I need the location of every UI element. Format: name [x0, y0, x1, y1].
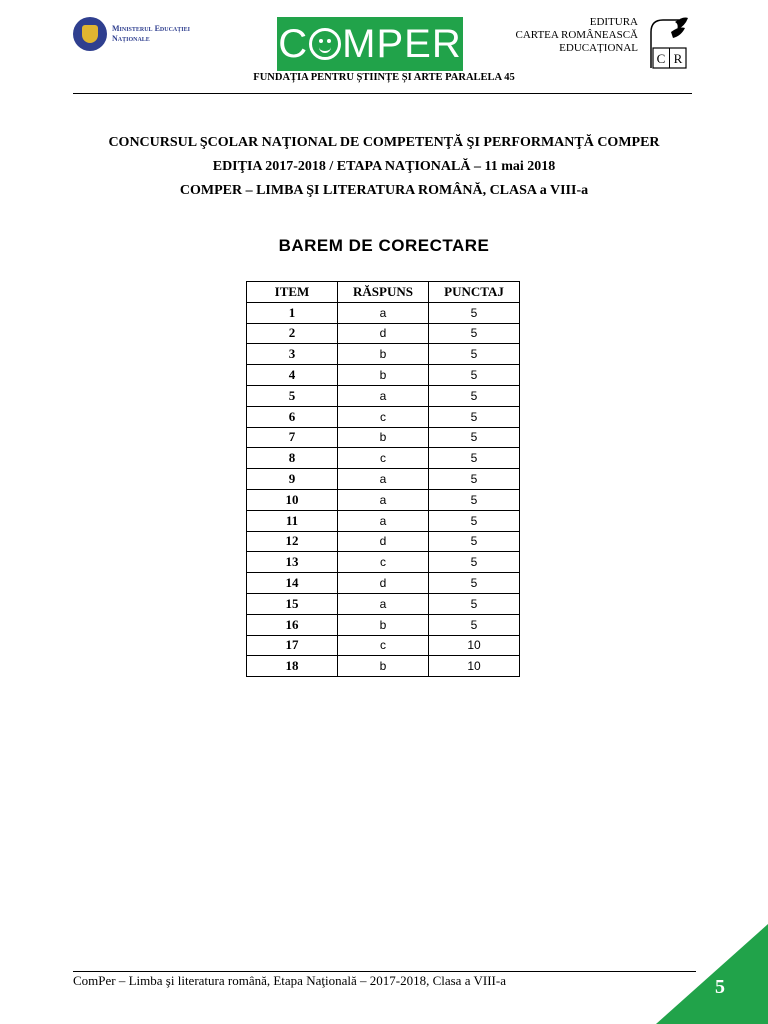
- score-cell: 5: [429, 593, 520, 614]
- publisher-mark-r: R: [673, 51, 683, 66]
- answer-cell: c: [338, 448, 429, 469]
- score-cell: 5: [429, 302, 520, 323]
- contest-titles: [0, 131, 768, 203]
- publisher-name: [478, 16, 638, 55]
- item-cell: 14: [247, 573, 338, 594]
- score-cell: 5: [429, 510, 520, 531]
- score-cell: 5: [429, 552, 520, 573]
- answer-cell: b: [338, 427, 429, 448]
- score-cell: 5: [429, 469, 520, 490]
- contest-title-line1: CONCURSUL ŞCOLAR NAŢIONAL DE COMPETENŢĂ ŞI PERFORMANŢĂ COMPER: [108, 135, 660, 150]
- item-cell: 6: [247, 406, 338, 427]
- answer-key-table: [246, 281, 520, 677]
- table-row: [247, 573, 520, 594]
- item-cell: 8: [247, 448, 338, 469]
- table-row: [247, 614, 520, 635]
- answer-cell: a: [338, 510, 429, 531]
- answer-cell: d: [338, 573, 429, 594]
- answer-cell: a: [338, 469, 429, 490]
- answer-cell: a: [338, 489, 429, 510]
- score-cell: 5: [429, 448, 520, 469]
- item-cell: 13: [247, 552, 338, 573]
- page-number: 5: [715, 976, 725, 998]
- table-row: [247, 531, 520, 552]
- answer-cell: b: [338, 656, 429, 677]
- table-row: [247, 448, 520, 469]
- footer-text: ComPer – Limba şi literatura română, Etapa Naţională – 2017-2018, Clasa a VIII-a: [73, 973, 506, 988]
- table-header-row: [247, 282, 520, 303]
- score-cell: 5: [429, 614, 520, 635]
- score-cell: 5: [429, 427, 520, 448]
- answer-cell: c: [338, 406, 429, 427]
- item-cell: 7: [247, 427, 338, 448]
- score-cell: 10: [429, 635, 520, 656]
- answer-cell: b: [338, 344, 429, 365]
- table-row: [247, 489, 520, 510]
- comper-logo-text-right: MPER: [342, 21, 462, 66]
- score-cell: 5: [429, 406, 520, 427]
- item-cell: 4: [247, 365, 338, 386]
- score-cell: 5: [429, 573, 520, 594]
- item-cell: 5: [247, 385, 338, 406]
- table-body: [247, 302, 520, 676]
- answer-cell: a: [338, 593, 429, 614]
- column-header-answer: RĂSPUNS: [338, 282, 429, 303]
- comper-logo: [277, 17, 463, 71]
- table-row: [247, 656, 520, 677]
- ministry-logo: [73, 17, 207, 51]
- answer-cell: b: [338, 365, 429, 386]
- page-corner-triangle: [656, 924, 768, 1024]
- page-header: [0, 0, 768, 96]
- answer-cell: b: [338, 614, 429, 635]
- item-cell: 12: [247, 531, 338, 552]
- score-cell: 5: [429, 385, 520, 406]
- foundation-name: FUNDAȚIA PENTRU ȘTIINȚE ȘI ARTE PARALELA 45: [253, 72, 515, 83]
- table-row: [247, 302, 520, 323]
- table-row: [247, 469, 520, 490]
- item-cell: 11: [247, 510, 338, 531]
- ministry-name-line2: Naționale: [112, 34, 150, 43]
- item-cell: 3: [247, 344, 338, 365]
- item-cell: 18: [247, 656, 338, 677]
- publisher-mark-c: C: [656, 51, 666, 66]
- table-row: [247, 427, 520, 448]
- item-cell: 1: [247, 302, 338, 323]
- score-cell: 5: [429, 489, 520, 510]
- ministry-name-line1: Ministerul Educației: [112, 24, 190, 33]
- item-cell: 16: [247, 614, 338, 635]
- publisher-logo-icon: [649, 16, 690, 70]
- score-cell: 5: [429, 323, 520, 344]
- column-header-score: PUNCTAJ: [429, 282, 520, 303]
- ministry-name: [112, 24, 207, 44]
- score-cell: 10: [429, 656, 520, 677]
- table-row: [247, 635, 520, 656]
- contest-title-line2: EDIŢIA 2017-2018 / ETAPA NAŢIONALĂ – 11 mai 2018: [212, 159, 556, 174]
- column-header-item: ITEM: [247, 282, 338, 303]
- table-row: [247, 344, 520, 365]
- comper-logo-text-left: C: [278, 21, 309, 66]
- answer-cell: c: [338, 635, 429, 656]
- answer-cell: a: [338, 385, 429, 406]
- table-row: [247, 552, 520, 573]
- table-row: [247, 510, 520, 531]
- barem-title: BAREM DE CORECTARE: [278, 236, 490, 255]
- smiley-face-icon: [309, 28, 341, 60]
- publisher-line3: EDUCAȚIONAL: [559, 42, 638, 54]
- item-cell: 9: [247, 469, 338, 490]
- coat-of-arms-icon: [73, 17, 107, 51]
- item-cell: 15: [247, 593, 338, 614]
- answer-cell: d: [338, 531, 429, 552]
- table-row: [247, 365, 520, 386]
- table-row: [247, 323, 520, 344]
- item-cell: 10: [247, 489, 338, 510]
- contest-title-line3: COMPER – LIMBA ŞI LITERATURA ROMÂNĂ, CLASA a VIII-a: [179, 183, 589, 198]
- item-cell: 2: [247, 323, 338, 344]
- answer-cell: a: [338, 302, 429, 323]
- header-divider: [73, 93, 692, 94]
- footer-divider: [73, 971, 696, 972]
- publisher-line1: EDITURA: [589, 16, 638, 28]
- table-row: [247, 385, 520, 406]
- answer-cell: c: [338, 552, 429, 573]
- score-cell: 5: [429, 365, 520, 386]
- table-row: [247, 406, 520, 427]
- score-cell: 5: [429, 344, 520, 365]
- answer-cell: d: [338, 323, 429, 344]
- publisher-line2: CARTEA ROMÂNEASCĂ: [515, 29, 638, 41]
- item-cell: 17: [247, 635, 338, 656]
- table-row: [247, 593, 520, 614]
- score-cell: 5: [429, 531, 520, 552]
